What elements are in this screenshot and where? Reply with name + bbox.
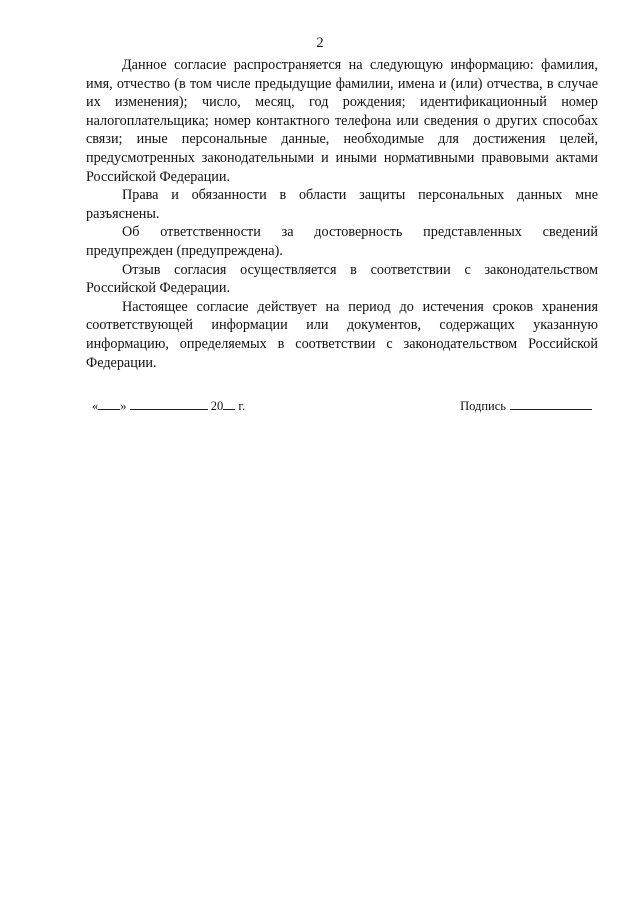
signature-label: Подпись [460, 399, 506, 413]
year-blank [223, 397, 235, 410]
month-blank [130, 397, 208, 410]
paragraph-rights-explained: Права и обязанности в области защиты персональных данных мне разъяснены. [86, 187, 598, 222]
paragraph-consent-period: Настоящее согласие действует на период до истечения сроков хранения соответствующей информации или документов, содержащих указанную информацию, определяемых в соответствии с законодательством Российской Федерации. [86, 298, 598, 371]
date-close-quote: » [120, 399, 127, 413]
document-body [86, 56, 598, 372]
year-suffix: г. [238, 399, 246, 413]
signature-blank [510, 397, 592, 410]
page-number: 2 [316, 35, 324, 51]
paragraph-information-scope: Данное согласие распространяется на следующую информацию: фамилия, имя, отчество (в том числе предыдущие фамилии, имена и (или) отчества, в случае их изменения); число, месяц, год рождения; идентификационный номер налогоплательщика; номер контактного телефона или сведения о других способах связи; иные персональные данные, необходимые для достижения целей, предусмотренных законодательными и иными нормативными правовыми актами Российской Федерации. [86, 57, 598, 185]
paragraph-consent-withdrawal: Отзыв согласия осуществляется в соответствии с законодательством Российской Федерации. [86, 261, 598, 297]
signature-row [86, 397, 598, 417]
date-line [92, 397, 245, 415]
year-prefix: 20 [210, 399, 224, 413]
date-open-quote: « [92, 399, 99, 413]
paragraph-responsibility: Об ответственности за достоверность представленных сведений предупрежден (предупреждена). [86, 224, 598, 259]
signature-field [460, 397, 592, 415]
day-blank [98, 397, 120, 410]
